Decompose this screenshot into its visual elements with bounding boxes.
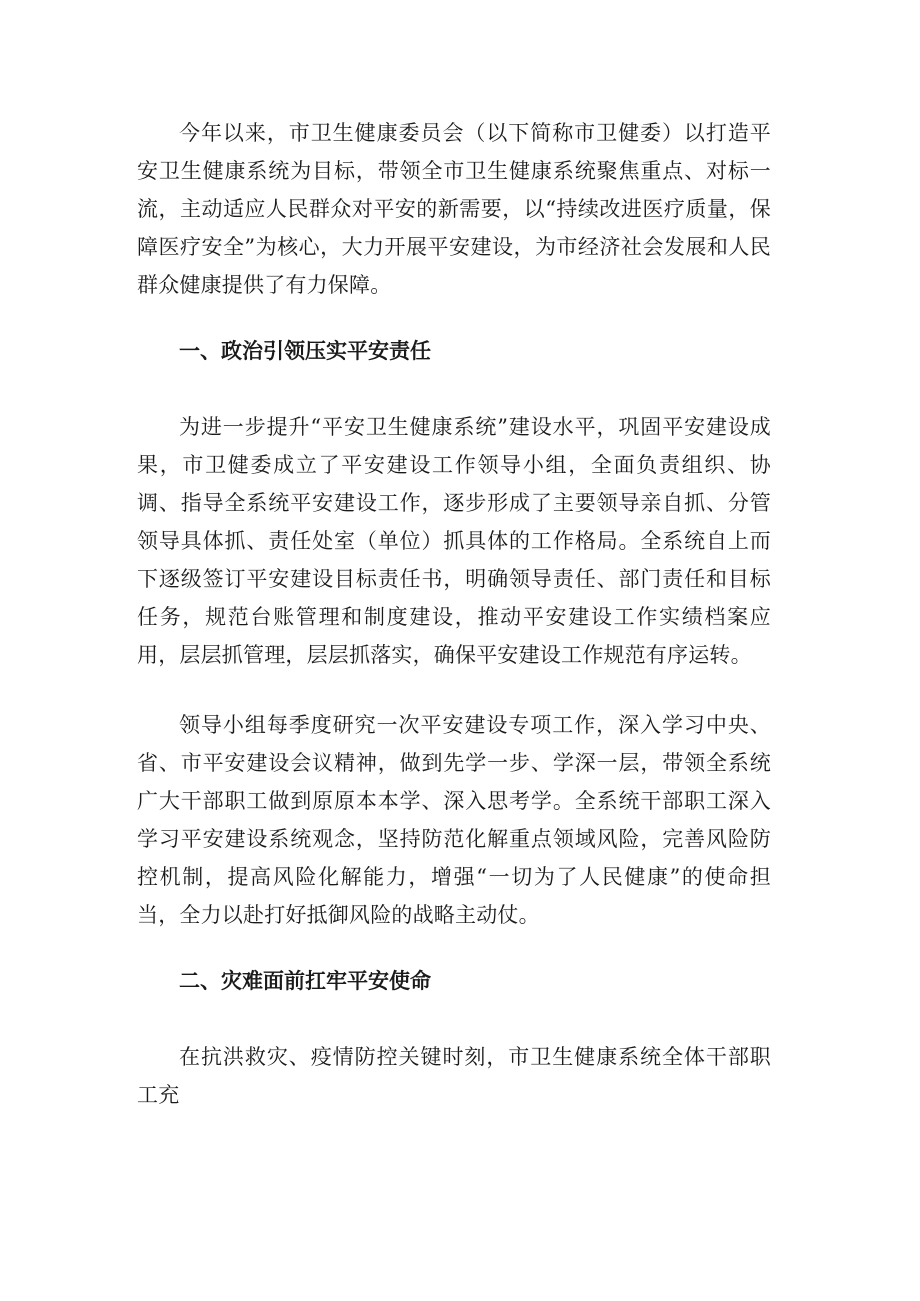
paragraph-study: 领导小组每季度研究一次平安建设专项工作，深入学习中央、省、市平安建设会议精神，做到先学一步、学深一层，带领全系统广大干部职工做到原原本本学、深入思考学。全系统干部职工深入学习平安建设系统观念，坚持防范化解重点领域风险，完善风险防控机制，提高风险化解能力，增强“一切为了人民健康”的使命担当，全力以赴打好抵御风险的战略主动仗。 [137, 713, 771, 927]
paragraph-intro: 今年以来，市卫生健康委员会（以下简称市卫健委）以打造平安卫生健康系统为目标，带领全市卫生健康系统聚焦重点、对标一流，主动适应人民群众对平安的新需要，以“持续改进医疗质量，保障医疗安全”为核心，大力开展平安建设，为市经济社会发展和人民群众健康提供了有力保障。 [137, 121, 771, 297]
document-body [137, 114, 771, 1146]
section-heading-1: 一、政治引领压实平安责任 [179, 339, 431, 363]
paragraph-disaster: 在抗洪救灾、疫情防控关键时刻，市卫生健康系统全体干部职工充 [137, 1045, 771, 1107]
paragraph-responsibility: 为进一步提升“平安卫生健康系统”建设水平，巩固平安建设成果，市卫健委成立了平安建设工作领导小组，全面负责组织、协调、指导全系统平安建设工作，逐步形成了主要领导亲自抓、分管领导具体抓、责任处室（单位）抓具体的工作格局。全系统自上而下逐级签订平安建设目标责任书，明确领导责任、部门责任和目标任务，规范台账管理和制度建设，推动平安建设工作实绩档案应用，层层抓管理，层层抓落实，确保平安建设工作规范有序运转。 [137, 415, 771, 667]
section-heading-2: 二、灾难面前扛牢平安使命 [179, 969, 431, 993]
